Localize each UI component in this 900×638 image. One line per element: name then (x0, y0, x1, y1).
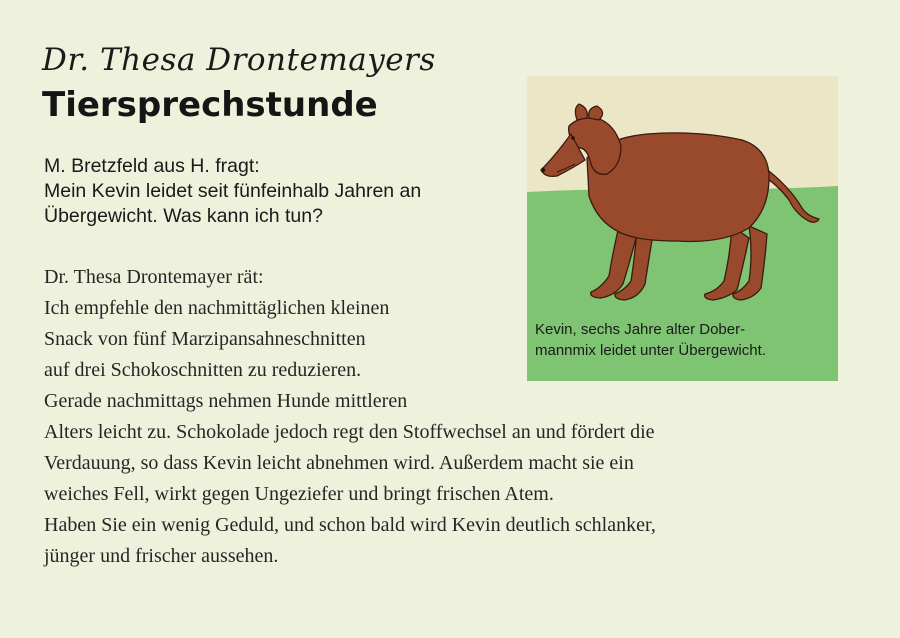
question-line: Übergewicht. Was kann ich tun? (44, 205, 323, 227)
answer-line: Haben Sie ein wenig Geduld, und schon bald wird Kevin deutlich schlanker, (44, 514, 656, 536)
illustration-caption (535, 319, 766, 361)
question-line: M. Bretzfeld aus H. fragt: (44, 155, 260, 177)
answer-line: Ich empfehle den nachmittäglichen kleinen (44, 297, 390, 319)
reader-question (44, 154, 421, 229)
page-title: Tiersprechstunde (42, 85, 378, 125)
author-line: Dr. Thesa Drontemayers (42, 42, 436, 78)
caption-line: Kevin, sechs Jahre alter Dober- (535, 321, 746, 338)
answer-line: auf drei Schokoschnitten zu reduzieren. (44, 359, 362, 381)
answer-line: Alters leicht zu. Schokolade jedoch regt den Stoffwechsel an und fördert die (44, 421, 655, 443)
caption-line: mannmix leidet unter Übergewicht. (535, 342, 766, 359)
answer-line: Verdauung, so dass Kevin leicht abnehmen wird. Außerdem macht sie ein (44, 452, 634, 474)
answer-line: Dr. Thesa Drontemayer rät: (44, 266, 264, 288)
answer-line: Gerade nachmittags nehmen Hunde mittleren (44, 390, 408, 412)
question-line: Mein Kevin leidet seit fünfeinhalb Jahren an (44, 180, 422, 202)
answer-line: weiches Fell, wirkt gegen Ungeziefer und bringt frischen Atem. (44, 483, 554, 505)
answer-line: jünger und frischer aussehen. (44, 545, 279, 567)
answer-line: Snack von fünf Marzipansahneschnitten (44, 328, 366, 350)
